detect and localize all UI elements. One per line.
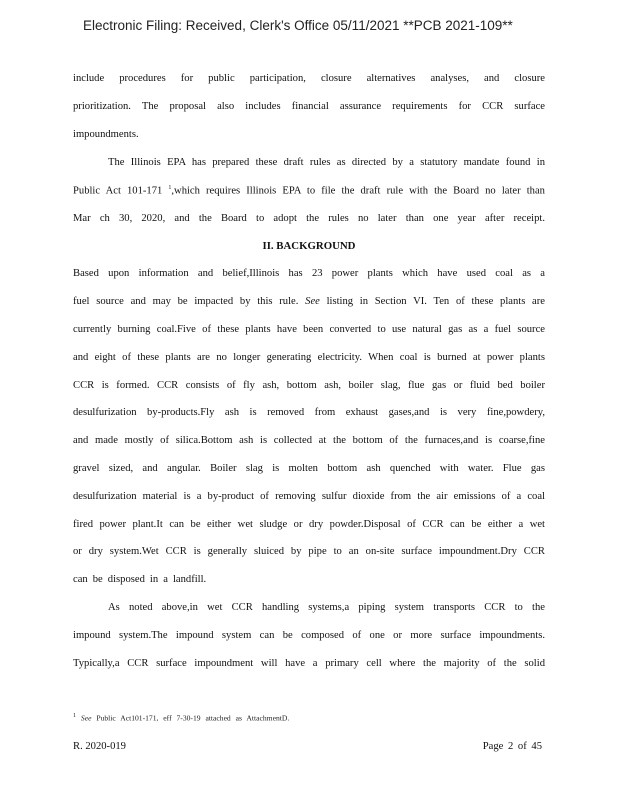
body-line	[73, 296, 545, 307]
body-line: currently burning coal.Five of these plants have been converted to use natural gas as a fuel source	[73, 324, 545, 335]
body-line: and eight of these plants are no longer generating electricity. When coal is burned at power plants	[73, 352, 545, 363]
body-line: As noted above,in wet CCR handling systems,a piping system transports CCR to the	[108, 602, 545, 613]
body-line: include procedures for public participation, closure alternatives analyses, and closure	[73, 73, 545, 84]
body-line: can be disposed in a landfill.	[73, 574, 207, 585]
body-line: impoundments.	[73, 129, 139, 140]
footnote	[73, 713, 289, 723]
body-line: Mar ch 30, 2020, and the Board to adopt the rules no later than one year after receipt.	[73, 213, 545, 224]
body-text: ,which requires Illinois EPA to file the draft rule with the Board no later than	[171, 185, 545, 197]
body-line	[73, 185, 545, 197]
body-line: impound system.The impound system can be composed of one or more surface impoundments.	[73, 630, 545, 641]
body-line: and made mostly of silica.Bottom ash is collected at the bottom of the furnaces,and is coarse,fine	[73, 435, 545, 446]
body-text: fuel source and may be impacted by this rule.	[73, 296, 306, 307]
body-line: or dry system.Wet CCR is generally sluiced by pipe to an on-site surface impoundment.Dry CCR	[73, 546, 545, 557]
body-line: prioritization. The proposal also includes financial assurance requirements for CCR surface	[73, 101, 545, 112]
body-line: desulfurization material is a by-product of removing sulfur dioxide from the air emissions of a coal	[73, 491, 545, 502]
footnote-text: Public Act101-171, eff 7-30-19 attached as AttachmentD.	[91, 713, 290, 723]
body-line: desulfurization by-products.Fly ash is removed from exhaust gases,and is very fine,powdery,	[73, 407, 545, 418]
body-line: CCR is formed. CCR consists of fly ash, bottom ash, boiler slag, flue gas or fluid bed boiler	[73, 380, 545, 391]
body-line: gravel sized, and angular. Boiler slag is molten bottom ash quenched with water. Flue gas	[73, 463, 545, 474]
footnote-ref: 1	[168, 185, 172, 191]
footnote-number: 1	[73, 713, 76, 719]
body-text: Public Act 101-171	[73, 185, 169, 197]
page-number: Page 2 of 45	[482, 741, 542, 752]
body-line: The Illinois EPA has prepared these draft rules as directed by a statutory mandate found in	[108, 157, 545, 168]
filing-stamp-header: Electronic Filing: Received, Clerk's Office 05/11/2021 **PCB 2021-109**	[83, 18, 513, 33]
docket-number: R. 2020-019	[73, 741, 126, 752]
see-signal: See	[80, 713, 92, 723]
see-signal: See	[305, 296, 320, 307]
body-text: listing in Section VI. Ten of these plants are	[319, 296, 545, 307]
section-heading: II. BACKGROUND	[262, 240, 356, 252]
body-line: Based upon information and belief,Illinois has 23 power plants which have used coal as a	[73, 268, 545, 279]
body-line: fired power plant.It can be either wet sludge or dry powder.Disposal of CCR can be either a wet	[73, 519, 545, 530]
body-line: Typically,a CCR surface impoundment will have a primary cell where the majority of the solid	[73, 658, 545, 669]
